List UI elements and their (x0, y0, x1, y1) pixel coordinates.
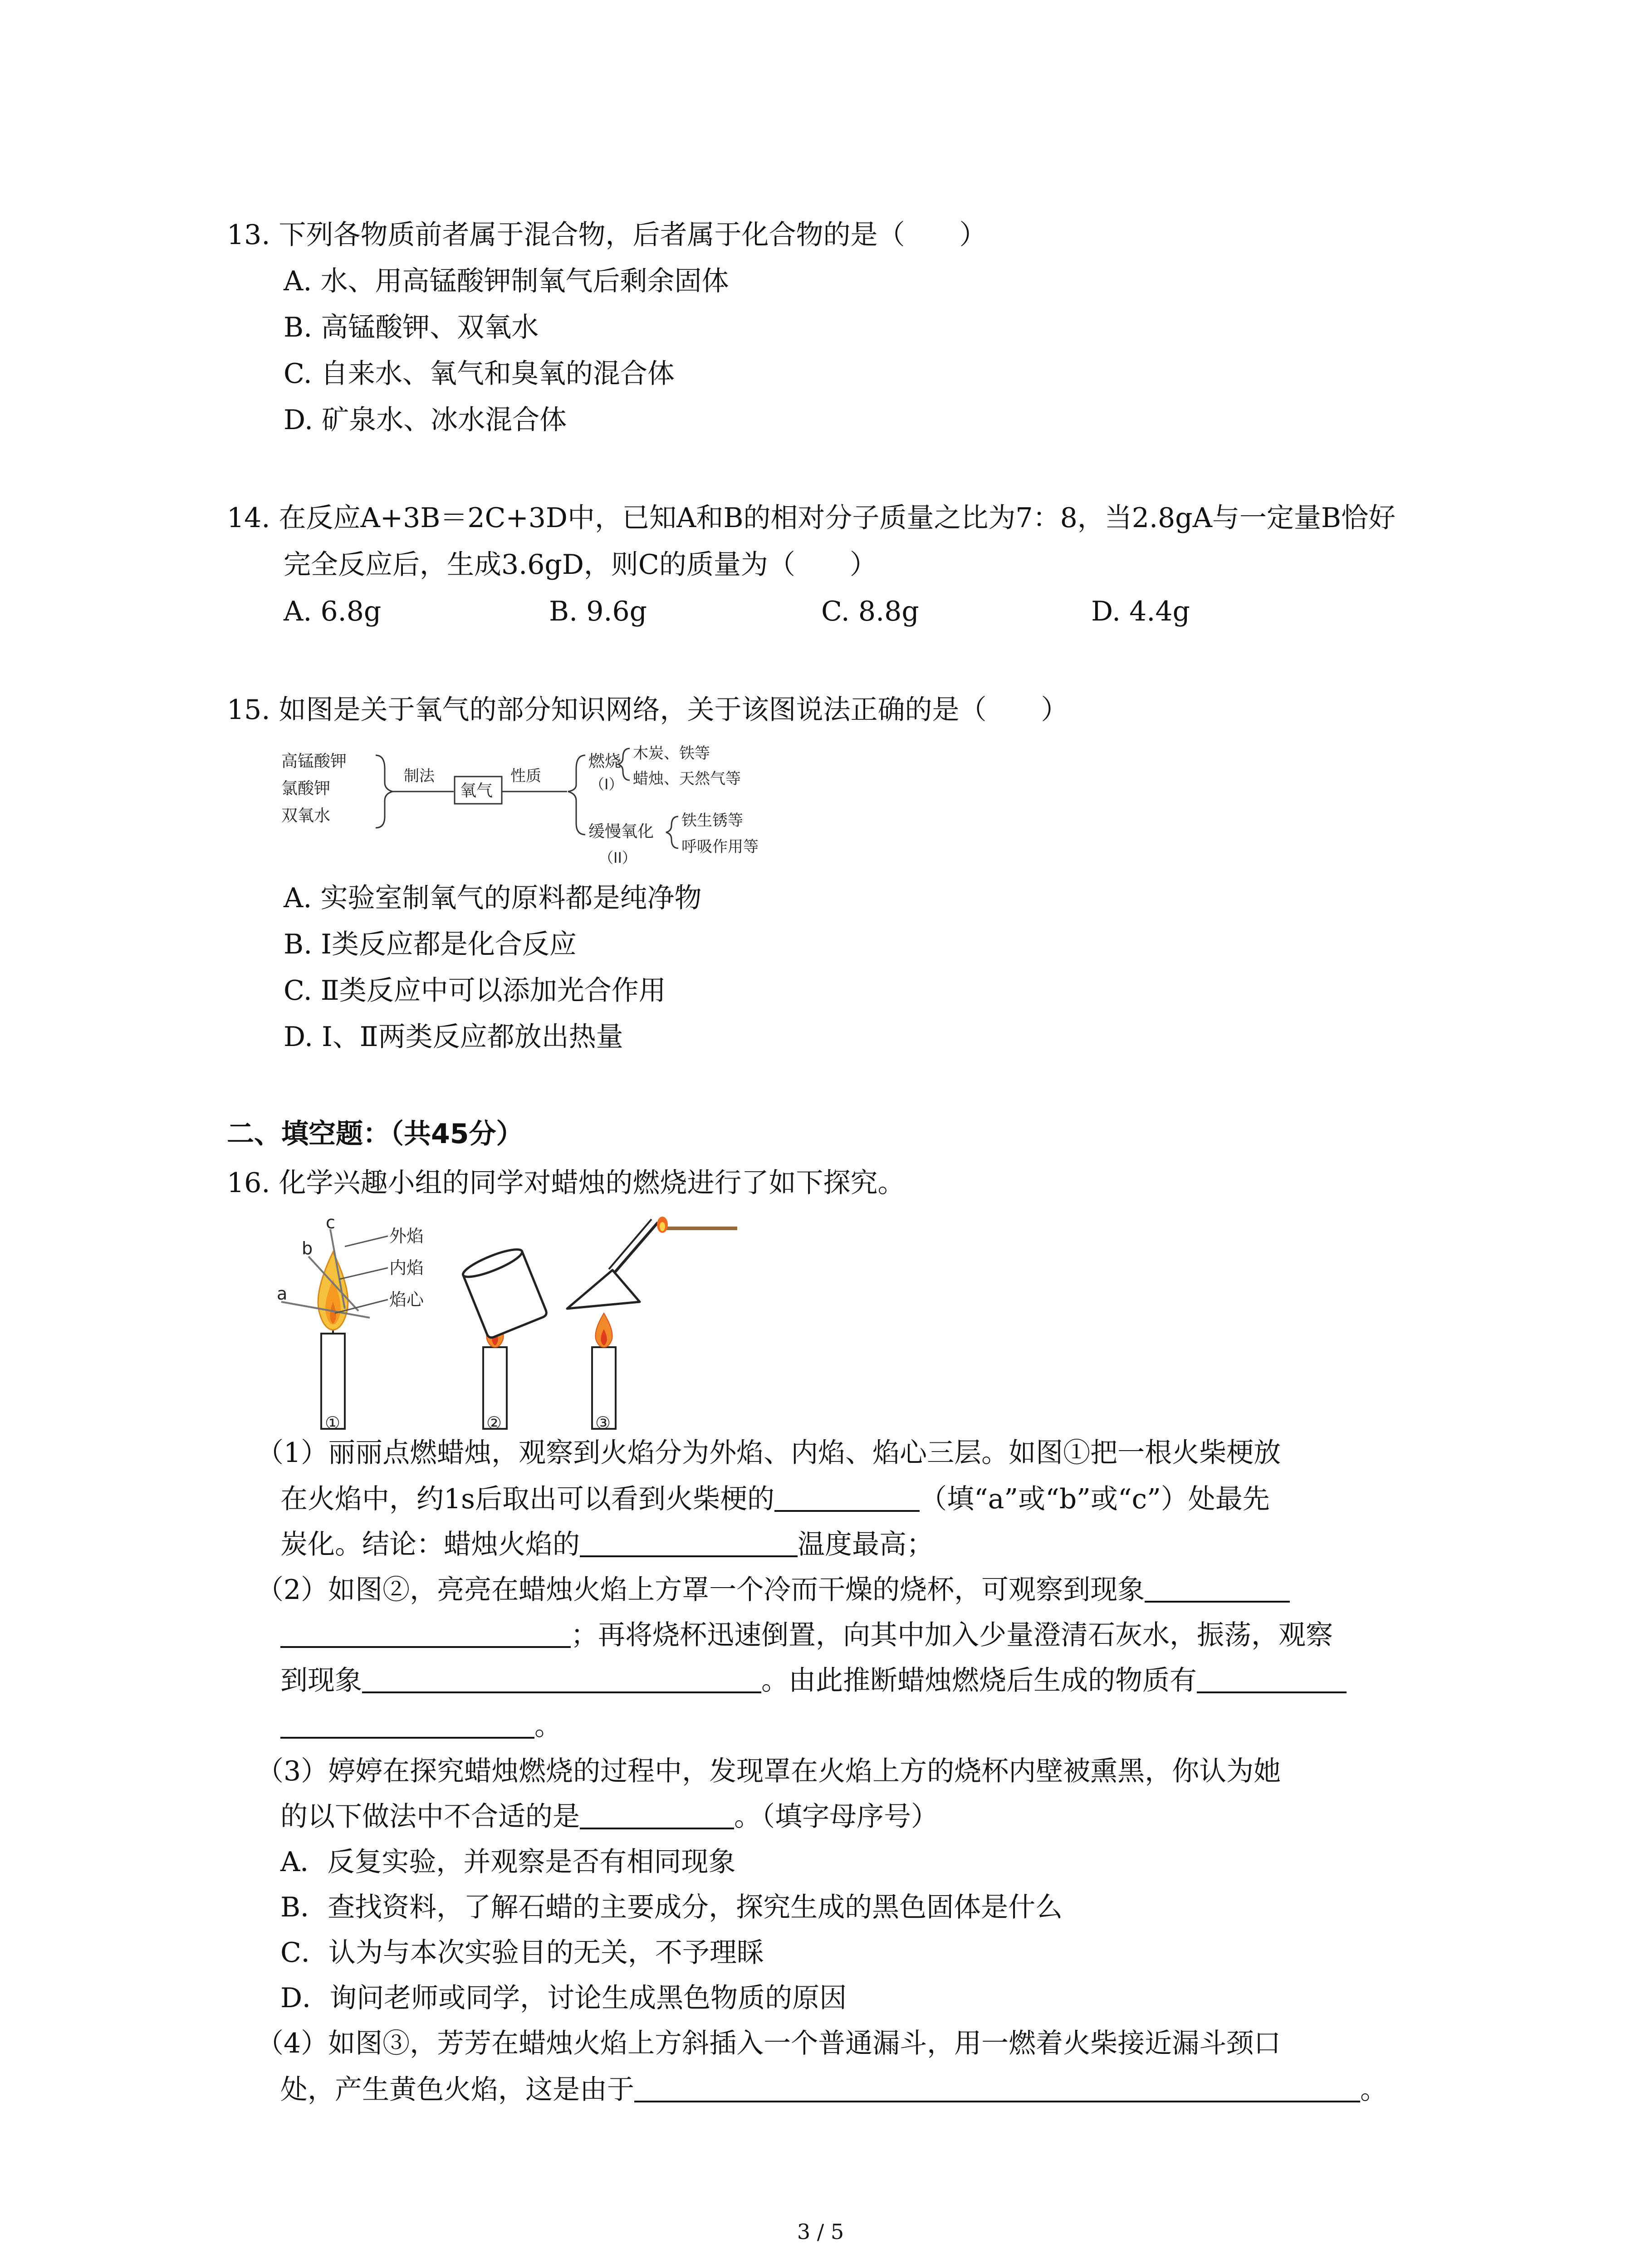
q16-part2-line4-text: 。 (534, 1710, 562, 1742)
q15-option-a: A. 实验室制氧气的原料都是纯净物 (284, 882, 702, 914)
q15-stem: 15. 如图是关于氧气的部分知识网络，关于该图说法正确的是（ ） (227, 694, 1068, 726)
figure-number-1: ① (325, 1413, 341, 1433)
q13-option-b: B. 高锰酸钾、双氧水 (284, 312, 539, 343)
q16-part1-line3-text: 炭化。结论：蜡烛火焰的 (280, 1529, 580, 1560)
label-slow-tag: （II） (599, 849, 637, 866)
q16-part1-line2-text-b: （填“a”或“b”或“c”）处最先 (919, 1483, 1270, 1515)
q16-part3-line2-text: 的以下做法中不合适的是 (280, 1801, 580, 1833)
q15-option-d: D. Ⅰ、Ⅱ两类反应都放出热量 (284, 1021, 623, 1053)
oxygen-knowledge-network-diagram (272, 744, 808, 880)
q16-part4-line2-text-b: 。 (1360, 2074, 1387, 2106)
q15-option-c: C. Ⅱ类反应中可以添加光合作用 (284, 975, 666, 1007)
answer-blank-2c-cont[interactable] (280, 1710, 534, 1739)
q16-part2-line4 (280, 1708, 562, 1744)
q16-part1-line2-text: 在火焰中，约1s后取出可以看到火柴梗的 (280, 1483, 774, 1515)
figure-number-3: ③ (595, 1413, 611, 1433)
label-c: c (326, 1212, 335, 1232)
q16-part3-option-d: D．询问老师或同学，讨论生成黑色物质的原因 (280, 1982, 847, 2014)
center-oxygen: 氧气 (460, 782, 493, 800)
answer-blank-1b[interactable] (580, 1528, 798, 1557)
q13-option-a: A. 水、用高锰酸钾制氧气后剩余固体 (284, 265, 729, 297)
label-outer-flame: 外焰 (389, 1226, 424, 1246)
q16-part2-line3-text: 到现象 (280, 1665, 362, 1696)
label-b: b (302, 1238, 313, 1258)
answer-blank-2a[interactable] (1145, 1574, 1290, 1603)
q16-part3-line2-text-b: 。（填字母序号） (734, 1801, 938, 1833)
slow-example-1: 铁生锈等 (681, 811, 743, 830)
burn-example-2: 蜡烛、天然气等 (633, 770, 741, 788)
q16-part2-line1-text: （2）如图②，亮亮在蜡烛火焰上方罩一个冷而干燥的烧杯，可观察到现象 (256, 1574, 1145, 1606)
q13-stem: 13. 下列各物质前者属于混合物，后者属于化合物的是（ ） (227, 219, 987, 251)
source-kmno4: 高锰酸钾 (281, 752, 347, 771)
q15-option-b: B. Ⅰ类反应都是化合反应 (284, 929, 577, 960)
candle-experiment-figure (277, 1211, 753, 1433)
q16-part4-line2-text: 处，产生黄色火焰，这是由于 (280, 2074, 634, 2106)
q16-part2-line2 (280, 1617, 1333, 1653)
label-a: a (277, 1284, 288, 1304)
q16-part2-line1 (256, 1572, 1290, 1608)
answer-blank-1a[interactable] (774, 1483, 920, 1512)
q14-option-a: A. 6.8g (284, 596, 382, 627)
source-h2o2: 双氧水 (281, 807, 331, 825)
q14-option-b: B. 9.6g (549, 596, 647, 627)
answer-blank-3[interactable] (580, 1800, 734, 1829)
q14-option-c: C. 8.8g (821, 596, 919, 627)
q16-part1-line2 (280, 1481, 1270, 1517)
q16-part1-line3 (280, 1526, 934, 1563)
answer-blank-2b[interactable] (362, 1664, 761, 1693)
q16-stem: 16. 化学兴趣小组的同学对蜡烛的燃烧进行了如下探究。 (227, 1167, 905, 1199)
label-make: 制法 (404, 767, 435, 785)
label-slow-oxidation: 缓慢氧化 (588, 822, 654, 841)
q16-part3-option-c: C．认为与本次实验目的无关，不予理睬 (280, 1937, 764, 1969)
figure-2-beaker-over-candle (460, 1245, 548, 1433)
label-burn-tag: （I） (590, 776, 623, 793)
figure-number-2: ② (486, 1413, 502, 1433)
source-kclo3: 氯酸钾 (281, 779, 331, 798)
page-number: 3 / 5 (797, 2219, 844, 2244)
q16-part2-line2-text: ；再将烧杯迅速倒置，向其中加入少量澄清石灰水，振荡，观察 (571, 1619, 1333, 1651)
label-property: 性质 (510, 767, 541, 785)
q16-part3-line2 (280, 1799, 938, 1835)
q16-part1-line3-text-b: 温度最高； (798, 1529, 934, 1560)
label-inner-flame: 内焰 (389, 1258, 424, 1278)
q16-part2-line3-text-b: 。由此推断蜡烛燃烧后生成的物质有 (761, 1665, 1197, 1696)
figure-1-candle-flame (277, 1212, 425, 1433)
q16-part4-line2 (280, 2072, 1387, 2108)
q16-part2-line3 (280, 1662, 1347, 1699)
answer-blank-4[interactable] (634, 2073, 1360, 2102)
q16-part1-line1: （1）丽丽点燃蜡烛，观察到火焰分为外焰、内焰、焰心三层。如图①把一根火柴梗放 (256, 1437, 1281, 1469)
burn-example-1: 木炭、铁等 (633, 744, 710, 763)
q14-option-d: D. 4.4g (1091, 596, 1190, 627)
answer-blank-2a-cont[interactable] (280, 1619, 571, 1648)
q16-part3-line1: （3）婷婷在探究蜡烛燃烧的过程中，发现罩在火焰上方的烧杯内壁被熏黑，你认为她 (256, 1755, 1281, 1787)
answer-blank-2c[interactable] (1197, 1664, 1347, 1693)
q16-part3-option-b: B．查找资料，了解石蜡的主要成分，探究生成的黑色固体是什么 (280, 1892, 1063, 1923)
figure-3-funnel-and-match (567, 1217, 737, 1433)
label-burn: 燃烧 (588, 752, 622, 771)
slow-example-2: 呼吸作用等 (681, 838, 759, 856)
q14-stem-line2: 完全反应后，生成3.6gD，则C的质量为（ ） (284, 549, 877, 581)
q14-stem-line1: 14. 在反应A+3B＝2C+3D中，已知A和B的相对分子质量之比为7：8，当2.8gA与一定量B恰好 (227, 502, 1396, 534)
q13-option-c: C. 自来水、氧气和臭氧的混合体 (284, 358, 675, 390)
q16-part3-option-a: A．反复实验，并观察是否有相同现象 (280, 1846, 736, 1878)
q13-option-d: D. 矿泉水、冰水混合体 (284, 404, 567, 436)
label-flame-core: 焰心 (389, 1290, 424, 1310)
q16-part4-line1: （4）如图③，芳芳在蜡烛火焰上方斜插入一个普通漏斗，用一燃着火柴接近漏斗颈口 (256, 2028, 1281, 2059)
section-2-heading: 二、填空题：（共45分） (227, 1118, 524, 1150)
